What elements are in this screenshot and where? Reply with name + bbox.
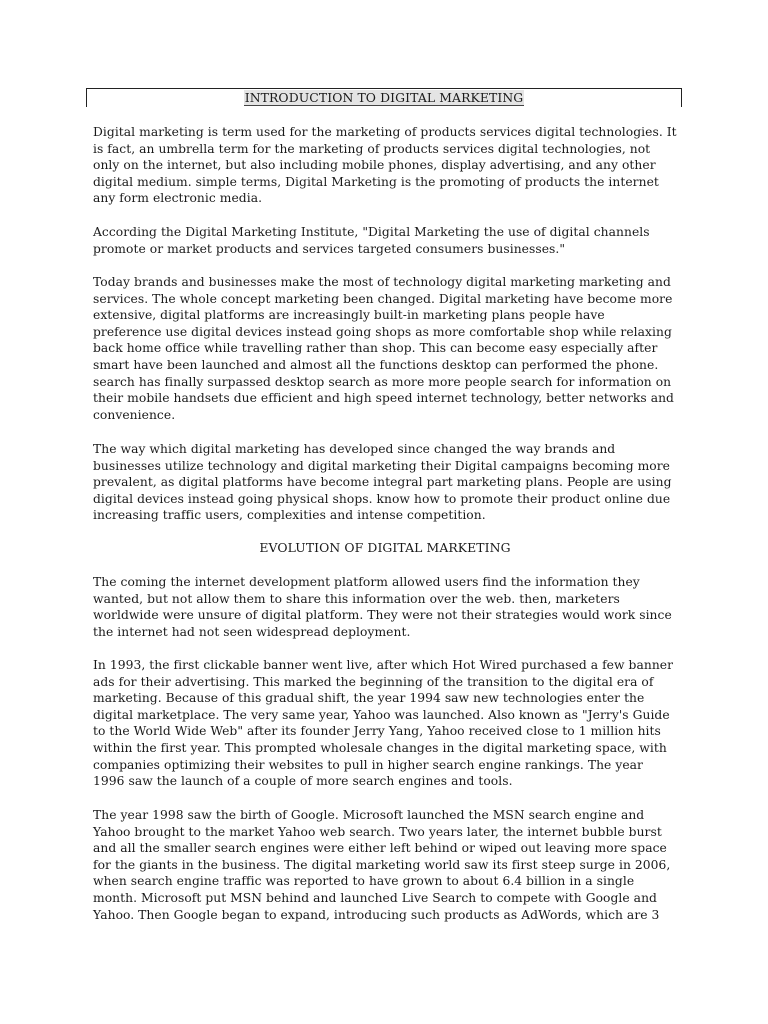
document-title-text: INTRODUCTION TO DIGITAL MARKETING xyxy=(244,90,524,105)
evolution-paragraph-2: In 1993, the first clickable banner went live, after which Hot Wired purchased a few banner ads for their advertising. This marked the beginning of the transition to the digital era of marketing. Because of this gradual shift, the year 1994 saw new technologies enter the digital marketplace. The very same year, Yahoo was launched. Also known as "Jerry's Guide to the World Wide Web" after its founder Jerry Yang, Yahoo received close to 1 million hits within the first year. This prompted wholesale changes in the digital marketing space, with companies optimizing their websites to pull in higher search engine rankings. The year 1996 saw the launch of a couple of more search engines and tools. xyxy=(93,658,674,789)
intro-paragraph-1: Digital marketing is term used for the marketing of products services digital technologies. It is fact, an umbrella term for the marketing of products services digital technologies, not only on the internet, but also including mobile phones, display advertising, and any other digital medium. simple terms, Digital Marketing is the promoting of products the internet any form electronic media. xyxy=(93,125,677,206)
evolution-paragraph-3: The year 1998 saw the birth of Google. Microsoft launched the MSN search engine and Yahoo brought to the market Yahoo web search. Two years later, the internet bubble burst and all the smaller search engines were either left behind or wiped out leaving more space for the giants in the business. The digital marketing world saw its first steep surge in 2006, when search engine traffic was reported to have grown to about 6.4 billion in a single month. Microsoft put MSN behind and launched Live Search to compete with Google and Yahoo. Then Google began to expand, introducing such products as AdWords, which are 3 xyxy=(93,808,671,922)
intro-paragraph-4: The way which digital marketing has developed since changed the way brands and businesses utilize technology and digital marketing their Digital campaigns becoming more prevalent, as digital platforms have become integral part marketing plans. People are using digital devices instead going physical shops. know how to promote their product online due increasing traffic users, complexities and intense competition. xyxy=(93,442,672,523)
intro-paragraph-2: According the Digital Marketing Institute, "Digital Marketing the use of digital channels promote or market products and services targeted consumers businesses." xyxy=(93,225,650,256)
intro-paragraph-3: Today brands and businesses make the most of technology digital marketing marketing and services. The whole concept marketing been changed. Digital marketing have become more extensive, digital platforms are increasingly built-in marketing plans people have preference use digital devices instead going shops as more comfortable shop while relaxing back home office while travelling rather than shop. This can become easy especially after smart have been launched and almost all the functions desktop can performed the phone. search has finally surpassed desktop search as more more people search for information on their mobile handsets due efficient and high speed internet technology, better networks and convenience. xyxy=(93,275,674,422)
evolution-paragraph-1: The coming the internet development platform allowed users find the information they wanted, but not allow them to share this information over the web. then, marketers worldwide were unsure of digital platform. They were not their strategies would work since the internet had not seen widespread deployment. xyxy=(93,575,672,639)
title-box xyxy=(86,88,682,107)
document-title xyxy=(86,90,682,105)
section-heading-evolution: EVOLUTION OF DIGITAL MARKETING xyxy=(259,540,511,555)
